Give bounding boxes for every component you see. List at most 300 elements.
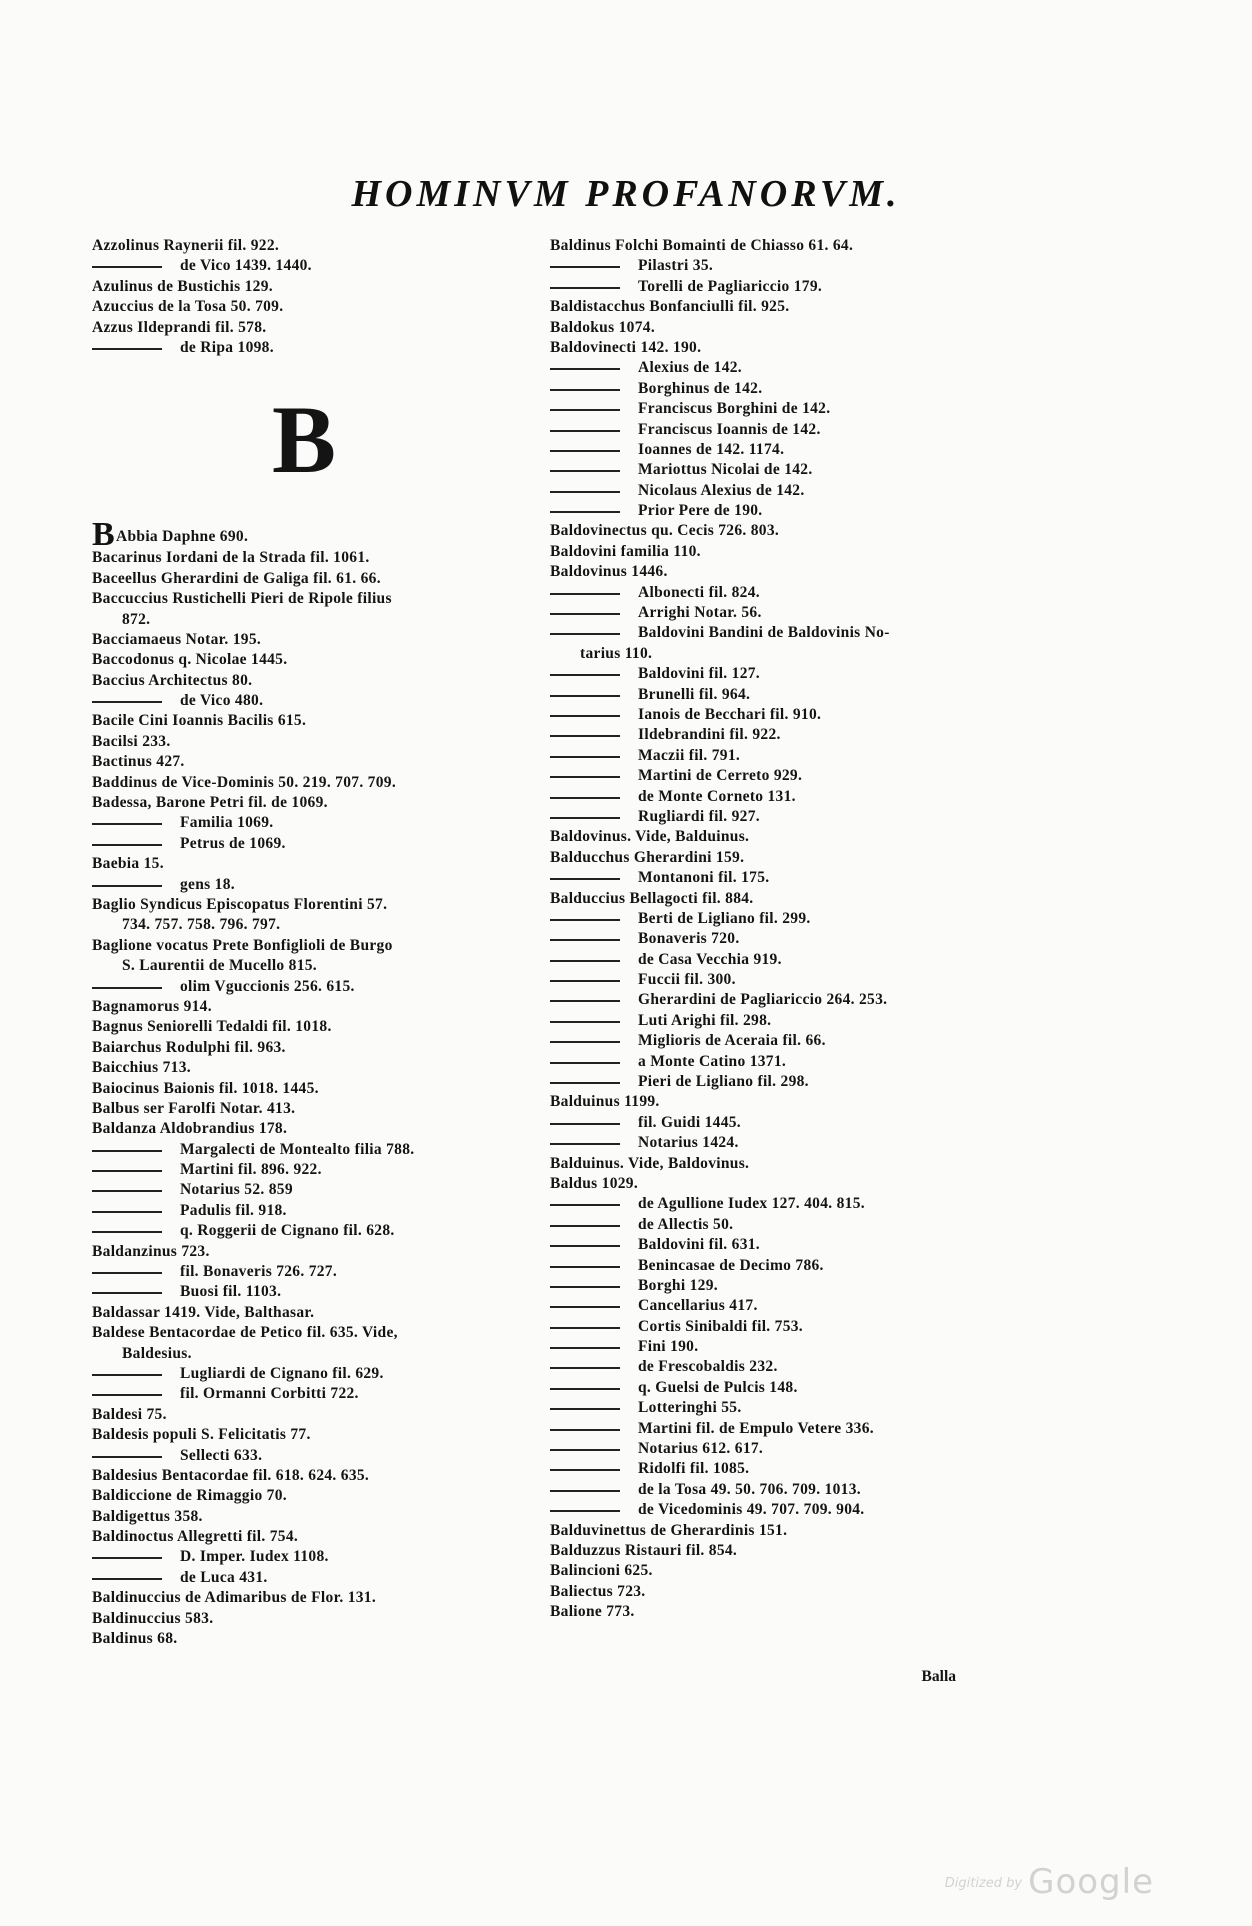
entry-text: Baldesius Bentacordae fil. 618. 624. 635. bbox=[92, 1466, 370, 1484]
entry-text: Baceellus Gherardini de Galiga fil. 61. 66. bbox=[92, 569, 381, 587]
index-entry bbox=[92, 773, 527, 793]
index-entry bbox=[550, 807, 980, 827]
entry-babbia bbox=[92, 516, 527, 554]
entry-text: 872. bbox=[122, 610, 151, 628]
entry-text: Baddinus de Vice-Dominis 50. 219. 707. 709. bbox=[92, 773, 396, 791]
index-entry bbox=[550, 909, 980, 929]
index-entry bbox=[92, 1242, 527, 1262]
index-entry bbox=[550, 664, 980, 684]
entry-text: tarius 110. bbox=[580, 644, 653, 662]
index-entry bbox=[550, 1072, 980, 1092]
entry-text: Baiocinus Baionis fil. 1018. 1445. bbox=[92, 1079, 319, 1097]
entry-text: Baebia 15. bbox=[92, 855, 164, 873]
entry-text: Notarius 612. 617. bbox=[638, 1440, 764, 1458]
drop-initial: B bbox=[92, 516, 115, 554]
entry-text: Ridolfi fil. 1085. bbox=[638, 1460, 750, 1478]
index-entry bbox=[92, 793, 527, 813]
index-entry bbox=[550, 562, 980, 582]
entry-text: Baccius Architectus 80. bbox=[92, 671, 253, 689]
ditto-rule bbox=[550, 817, 620, 819]
entry-text: Pilastri 35. bbox=[638, 257, 714, 275]
ditto-rule bbox=[550, 919, 620, 921]
ditto-rule bbox=[550, 878, 620, 880]
entry-text: Bacarinus Iordani de la Strada fil. 1061. bbox=[92, 549, 370, 567]
index-entry bbox=[550, 1337, 980, 1357]
entry-text: Bacilsi 233. bbox=[92, 732, 171, 750]
index-entry bbox=[550, 725, 980, 745]
index-entry bbox=[92, 895, 527, 915]
ditto-rule bbox=[550, 1041, 620, 1043]
index-entry bbox=[92, 1405, 527, 1425]
index-entry bbox=[550, 787, 980, 807]
index-entry bbox=[550, 1215, 980, 1235]
entry-text: Lugliardi de Cignano fil. 629. bbox=[180, 1364, 384, 1382]
entry-text: Bactinus 427. bbox=[92, 753, 185, 771]
entry-text: Azzolinus Raynerii fil. 922. bbox=[92, 237, 280, 254]
ditto-rule bbox=[92, 987, 162, 989]
index-entry bbox=[550, 420, 980, 440]
ditto-rule bbox=[550, 1204, 620, 1206]
index-entry bbox=[550, 236, 980, 256]
ditto-rule bbox=[550, 695, 620, 697]
entry-text: de Luca 431. bbox=[180, 1568, 268, 1586]
entry-text: Baccodonus q. Nicolae 1445. bbox=[92, 651, 288, 669]
index-entry bbox=[550, 1256, 980, 1276]
ditto-rule bbox=[550, 1000, 620, 1002]
index-entry bbox=[92, 297, 527, 317]
entry-text: Balduzzus Ristauri fil. 854. bbox=[550, 1542, 738, 1559]
index-entry bbox=[92, 1079, 527, 1099]
entry-text: Sellecti 633. bbox=[180, 1446, 263, 1464]
entry-text: Baldovini fil. 127. bbox=[638, 665, 760, 683]
index-entry bbox=[550, 1602, 980, 1622]
index-entry bbox=[550, 501, 980, 521]
entry-text: 734. 757. 758. 796. 797. bbox=[122, 916, 281, 934]
index-entry bbox=[550, 1357, 980, 1377]
entry-text: Baldovini familia 110. bbox=[550, 542, 701, 560]
section-letter bbox=[92, 358, 527, 508]
entry-text: Baldanza Aldobrandius 178. bbox=[92, 1120, 288, 1138]
index-entry bbox=[92, 1038, 527, 1058]
index-entry bbox=[92, 256, 527, 276]
index-entry bbox=[550, 1296, 980, 1316]
entry-text: Baldanzinus 723. bbox=[92, 1242, 210, 1260]
index-entry bbox=[550, 1521, 980, 1541]
index-entry bbox=[92, 1017, 527, 1037]
ditto-rule bbox=[550, 613, 620, 615]
index-entry bbox=[92, 1507, 527, 1527]
index-entry bbox=[92, 1446, 527, 1466]
left-column bbox=[92, 236, 527, 1649]
ditto-rule bbox=[550, 756, 620, 758]
index-entry bbox=[550, 868, 980, 888]
index-entry bbox=[92, 1547, 527, 1567]
index-entry bbox=[550, 1500, 980, 1520]
index-entry bbox=[92, 834, 527, 854]
entry-text: Baldokus 1074. bbox=[550, 318, 655, 336]
index-entry bbox=[550, 766, 980, 786]
index-entry bbox=[550, 460, 980, 480]
entry-text: Prior Pere de 190. bbox=[638, 502, 763, 520]
entry-text: a Monte Catino 1371. bbox=[638, 1052, 787, 1070]
ditto-rule bbox=[550, 1327, 620, 1329]
ditto-rule bbox=[550, 430, 620, 432]
entry-text: Borghi 129. bbox=[638, 1276, 718, 1294]
entry-text: Baldovinecti 142. 190. bbox=[550, 338, 702, 356]
watermark-small: Digitized by bbox=[944, 1876, 1023, 1891]
entry-text: de Ripa 1098. bbox=[180, 338, 274, 356]
ditto-rule bbox=[550, 491, 620, 493]
left-main-entries bbox=[92, 548, 527, 1649]
entry-text: Baldesi 75. bbox=[92, 1405, 167, 1423]
entry-text: Margalecti de Montealto filia 788. bbox=[180, 1140, 415, 1158]
index-entry bbox=[92, 1058, 527, 1078]
entry-text: Mariottus Nicolai de 142. bbox=[638, 461, 813, 479]
index-entry bbox=[92, 277, 527, 297]
entry-text: Cortis Sinibaldi fil. 753. bbox=[638, 1317, 803, 1335]
entry-text: Lotteringhi 55. bbox=[638, 1399, 742, 1417]
entry-text: Franciscus Ioannis de 142. bbox=[638, 420, 821, 438]
index-entry bbox=[92, 1099, 527, 1119]
index-entry bbox=[92, 610, 527, 630]
index-entry bbox=[92, 1364, 527, 1384]
entry-text: de la Tosa 49. 50. 706. 709. 1013. bbox=[638, 1480, 861, 1498]
entry-text: Luti Arighi fil. 298. bbox=[638, 1011, 772, 1029]
index-entry bbox=[92, 997, 527, 1017]
ditto-rule bbox=[550, 1367, 620, 1369]
entry-text: Familia 1069. bbox=[180, 814, 274, 832]
entry-text: q. Roggerii de Cignano fil. 628. bbox=[180, 1222, 395, 1240]
index-entry bbox=[92, 1486, 527, 1506]
index-entry bbox=[92, 569, 527, 589]
entry-text: Pieri de Ligliano fil. 298. bbox=[638, 1073, 809, 1091]
index-entry bbox=[92, 650, 527, 670]
ditto-rule bbox=[550, 1469, 620, 1471]
right-entries bbox=[550, 236, 980, 1623]
entry-text: Padulis fil. 918. bbox=[180, 1201, 287, 1219]
index-entry bbox=[92, 1282, 527, 1302]
index-entry bbox=[550, 1154, 980, 1174]
ditto-rule bbox=[550, 1306, 620, 1308]
index-entry bbox=[92, 1384, 527, 1404]
ditto-rule bbox=[550, 1449, 620, 1451]
ditto-rule bbox=[92, 823, 162, 825]
index-entry bbox=[550, 1276, 980, 1296]
entry-text: de Vico 480. bbox=[180, 692, 264, 710]
ditto-rule bbox=[92, 844, 162, 846]
ditto-rule bbox=[550, 1245, 620, 1247]
entry-text: Baldovini Bandini de Baldovinis No- bbox=[638, 624, 890, 642]
index-entry bbox=[92, 1221, 527, 1241]
index-entry bbox=[550, 1011, 980, 1031]
ditto-rule bbox=[92, 1150, 162, 1152]
index-entry bbox=[550, 542, 980, 562]
entry-text: Azzus Ildeprandi fil. 578. bbox=[92, 318, 267, 336]
index-entry bbox=[550, 1419, 980, 1439]
index-entry bbox=[92, 732, 527, 752]
entry-text: Balduvinettus de Gherardinis 151. bbox=[550, 1521, 788, 1539]
entry-text: gens 18. bbox=[180, 875, 235, 893]
entry-text: Petrus de 1069. bbox=[180, 834, 286, 852]
index-entry bbox=[550, 623, 980, 643]
entry-text: de Casa Vecchia 919. bbox=[638, 950, 782, 968]
entry-text: Baldassar 1419. Vide, Balthasar. bbox=[92, 1303, 315, 1321]
entry-text: Bagnamorus 914. bbox=[92, 997, 212, 1015]
ditto-rule bbox=[92, 1211, 162, 1213]
entry-text: Notarius 1424. bbox=[638, 1134, 739, 1152]
index-entry bbox=[550, 1317, 980, 1337]
index-entry bbox=[92, 1568, 527, 1588]
ditto-rule bbox=[550, 287, 620, 289]
ditto-rule bbox=[550, 1021, 620, 1023]
index-entry bbox=[92, 236, 527, 256]
ditto-rule bbox=[550, 1510, 620, 1512]
entry-text: Brunelli fil. 964. bbox=[638, 685, 751, 703]
index-entry bbox=[92, 1629, 527, 1649]
index-entry bbox=[550, 1398, 980, 1418]
ditto-rule bbox=[550, 1123, 620, 1125]
ditto-rule bbox=[550, 1225, 620, 1227]
entry-text: Rugliardi fil. 927. bbox=[638, 807, 760, 825]
ditto-rule bbox=[550, 450, 620, 452]
entry-text: Baliectus 723. bbox=[550, 1582, 646, 1600]
entry-text: Maczii fil. 791. bbox=[638, 746, 741, 764]
ditto-rule bbox=[550, 1429, 620, 1431]
index-entry bbox=[92, 1262, 527, 1282]
index-entry bbox=[92, 1201, 527, 1221]
ditto-rule bbox=[550, 939, 620, 941]
entry-text: Montanoni fil. 175. bbox=[638, 869, 770, 887]
watermark-google: Google bbox=[1028, 1862, 1154, 1902]
index-entry bbox=[92, 1303, 527, 1323]
entry-text: Borghinus de 142. bbox=[638, 379, 763, 397]
ditto-rule bbox=[92, 1272, 162, 1274]
entry-text: de Vicedominis 49. 707. 709. 904. bbox=[638, 1501, 865, 1519]
entry-text: Ildebrandini fil. 922. bbox=[638, 726, 781, 744]
index-entry bbox=[550, 1561, 980, 1581]
ditto-rule bbox=[550, 409, 620, 411]
ditto-rule bbox=[550, 1062, 620, 1064]
ditto-rule bbox=[550, 797, 620, 799]
entry-text: Alexius de 142. bbox=[638, 359, 742, 377]
entry-text: Abbia Daphne 690. bbox=[115, 528, 249, 546]
index-entry bbox=[550, 1582, 980, 1602]
index-entry bbox=[92, 915, 527, 935]
ditto-rule bbox=[550, 1143, 620, 1145]
ditto-rule bbox=[550, 1347, 620, 1349]
entry-text: de Frescobaldis 232. bbox=[638, 1358, 778, 1376]
entry-text: Baglione vocatus Prete Bonfiglioli de Burgo bbox=[92, 936, 393, 954]
entry-text: Azuccius de la Tosa 50. 709. bbox=[92, 298, 284, 316]
entry-text: Notarius 52. 859 bbox=[180, 1181, 293, 1199]
entry-text: olim Vguccionis 256. 615. bbox=[180, 977, 355, 995]
entry-text: Balione 773. bbox=[550, 1603, 635, 1621]
entry-text: fil. Guidi 1445. bbox=[638, 1113, 741, 1131]
entry-text: Cancellarius 417. bbox=[638, 1297, 758, 1315]
section-letter-b: B bbox=[272, 386, 337, 494]
index-entry bbox=[550, 583, 980, 603]
entry-text: Baiarchus Rodulphi fil. 963. bbox=[92, 1038, 286, 1056]
entry-text: Badessa, Barone Petri fil. de 1069. bbox=[92, 794, 328, 812]
index-entry bbox=[92, 671, 527, 691]
entry-text: Bacile Cini Ioannis Bacilis 615. bbox=[92, 712, 307, 730]
ditto-rule bbox=[550, 715, 620, 717]
index-entry bbox=[92, 1466, 527, 1486]
entry-text: Baldinus 68. bbox=[92, 1630, 178, 1648]
index-entry bbox=[92, 1344, 527, 1364]
index-entry bbox=[550, 644, 980, 664]
index-entry bbox=[550, 705, 980, 725]
index-entry bbox=[550, 1480, 980, 1500]
ditto-rule bbox=[92, 266, 162, 268]
left-top-entries bbox=[92, 236, 527, 358]
index-entry bbox=[550, 1174, 980, 1194]
ditto-rule bbox=[550, 633, 620, 635]
entry-text: Ianois de Becchari fil. 910. bbox=[638, 705, 822, 723]
entry-text: Ioannes de 142. 1174. bbox=[638, 440, 785, 458]
index-entry bbox=[92, 691, 527, 711]
index-entry bbox=[550, 1133, 980, 1153]
index-entry bbox=[92, 1527, 527, 1547]
index-entry bbox=[92, 956, 527, 976]
entry-text: Bagnus Seniorelli Tedaldi fil. 1018. bbox=[92, 1018, 332, 1036]
index-entry bbox=[550, 848, 980, 868]
ditto-rule bbox=[550, 1408, 620, 1410]
entry-text: Balducchus Gherardini 159. bbox=[550, 848, 745, 866]
entry-text: q. Guelsi de Pulcis 148. bbox=[638, 1378, 798, 1396]
entry-text: Albonecti fil. 824. bbox=[638, 583, 760, 601]
index-entry bbox=[550, 297, 980, 317]
index-entry bbox=[92, 1140, 527, 1160]
entry-text: Berti de Ligliano fil. 299. bbox=[638, 909, 811, 927]
entry-text: Baldese Bentacordae de Petico fil. 635. Vide, bbox=[92, 1324, 398, 1342]
entry-text: Azulinus de Bustichis 129. bbox=[92, 277, 273, 295]
index-entry bbox=[550, 1052, 980, 1072]
entry-text: Balbus ser Farolfi Notar. 413. bbox=[92, 1099, 296, 1117]
ditto-rule bbox=[550, 1266, 620, 1268]
entry-text: Fuccii fil. 300. bbox=[638, 971, 736, 989]
index-entry bbox=[92, 1160, 527, 1180]
ditto-rule bbox=[550, 368, 620, 370]
index-entry bbox=[92, 977, 527, 997]
ditto-rule bbox=[92, 885, 162, 887]
ditto-rule bbox=[550, 470, 620, 472]
ditto-rule bbox=[550, 776, 620, 778]
entry-text: Balduinus. Vide, Baldovinus. bbox=[550, 1154, 750, 1172]
page-title: HOMINVM PROFANORVM. bbox=[351, 173, 901, 215]
index-entry bbox=[550, 827, 980, 847]
index-entry bbox=[550, 990, 980, 1010]
entry-text: Baldovini fil. 631. bbox=[638, 1236, 760, 1254]
index-entry bbox=[92, 854, 527, 874]
index-entry bbox=[92, 875, 527, 895]
entry-text: de Monte Corneto 131. bbox=[638, 787, 796, 805]
ditto-rule bbox=[550, 1388, 620, 1390]
ditto-rule bbox=[92, 1394, 162, 1396]
ditto-rule bbox=[550, 511, 620, 513]
index-entry bbox=[92, 711, 527, 731]
ditto-rule bbox=[550, 1286, 620, 1288]
entry-text: Baldiccione de Rimaggio 70. bbox=[92, 1487, 287, 1505]
ditto-rule bbox=[92, 1231, 162, 1233]
index-entry bbox=[550, 1459, 980, 1479]
index-entry bbox=[92, 752, 527, 772]
index-entry bbox=[550, 277, 980, 297]
entry-text: Baldesis populi S. Felicitatis 77. bbox=[92, 1426, 311, 1444]
entry-text: Baicchius 713. bbox=[92, 1059, 191, 1077]
ditto-rule bbox=[550, 960, 620, 962]
entry-text: S. Laurentii de Mucello 815. bbox=[122, 957, 317, 975]
entry-text: Baldus 1029. bbox=[550, 1174, 639, 1192]
index-entry bbox=[550, 521, 980, 541]
index-entry bbox=[550, 481, 980, 501]
entry-text: Baldinus Folchi Bomainti de Chiasso 61. 64. bbox=[550, 237, 854, 254]
right-column bbox=[550, 236, 980, 1623]
index-entry bbox=[550, 1092, 980, 1112]
entry-text: Bonaveris 720. bbox=[638, 930, 740, 948]
ditto-rule bbox=[550, 1490, 620, 1492]
entry-text: Nicolaus Alexius de 142. bbox=[638, 481, 805, 499]
ditto-rule bbox=[92, 1578, 162, 1580]
index-entry bbox=[550, 746, 980, 766]
index-entry bbox=[550, 338, 980, 358]
entry-text: Balincioni 625. bbox=[550, 1562, 653, 1580]
ditto-rule bbox=[92, 701, 162, 703]
index-entry bbox=[92, 1588, 527, 1608]
index-entry bbox=[550, 685, 980, 705]
ditto-rule bbox=[92, 1557, 162, 1559]
entry-text: Baldesius. bbox=[122, 1344, 192, 1362]
index-entry bbox=[550, 358, 980, 378]
index-entry bbox=[92, 936, 527, 956]
index-entry bbox=[92, 1323, 527, 1343]
entry-text: Balduinus 1199. bbox=[550, 1093, 660, 1111]
index-entry bbox=[550, 1439, 980, 1459]
entry-text: Baldovinectus qu. Cecis 726. 803. bbox=[550, 522, 780, 540]
entry-text: Baldinuccius 583. bbox=[92, 1609, 214, 1627]
index-entry bbox=[92, 630, 527, 650]
entry-text: Torelli de Pagliariccio 179. bbox=[638, 277, 823, 295]
index-entry bbox=[550, 950, 980, 970]
index-entry bbox=[92, 1180, 527, 1200]
entry-text: de Vico 1439. 1440. bbox=[180, 257, 312, 275]
index-entry bbox=[550, 1378, 980, 1398]
index-entry bbox=[550, 1194, 980, 1214]
entry-text: de Agullione Iudex 127. 404. 815. bbox=[638, 1195, 865, 1213]
digitized-watermark bbox=[945, 1862, 1154, 1902]
index-entry bbox=[550, 1541, 980, 1561]
index-entry bbox=[550, 1113, 980, 1133]
ditto-rule bbox=[92, 348, 162, 350]
index-entry bbox=[92, 813, 527, 833]
ditto-rule bbox=[92, 1190, 162, 1192]
ditto-rule bbox=[550, 1082, 620, 1084]
ditto-rule bbox=[550, 389, 620, 391]
entry-text: Bacciamaeus Notar. 195. bbox=[92, 630, 262, 648]
entry-text: Arrighi Notar. 56. bbox=[638, 604, 762, 622]
index-entry bbox=[92, 589, 527, 609]
index-entry bbox=[550, 399, 980, 419]
index-entry bbox=[550, 379, 980, 399]
entry-text: Baldinuccius de Adimaribus de Flor. 131. bbox=[92, 1589, 377, 1607]
ditto-rule bbox=[92, 1374, 162, 1376]
index-entry bbox=[92, 338, 527, 358]
ditto-rule bbox=[550, 593, 620, 595]
entry-text: de Allectis 50. bbox=[638, 1215, 734, 1233]
entry-text: Baldigettus 358. bbox=[92, 1507, 203, 1525]
ditto-rule bbox=[550, 980, 620, 982]
entry-text: Baccuccius Rustichelli Pieri de Ripole filius bbox=[92, 590, 392, 608]
